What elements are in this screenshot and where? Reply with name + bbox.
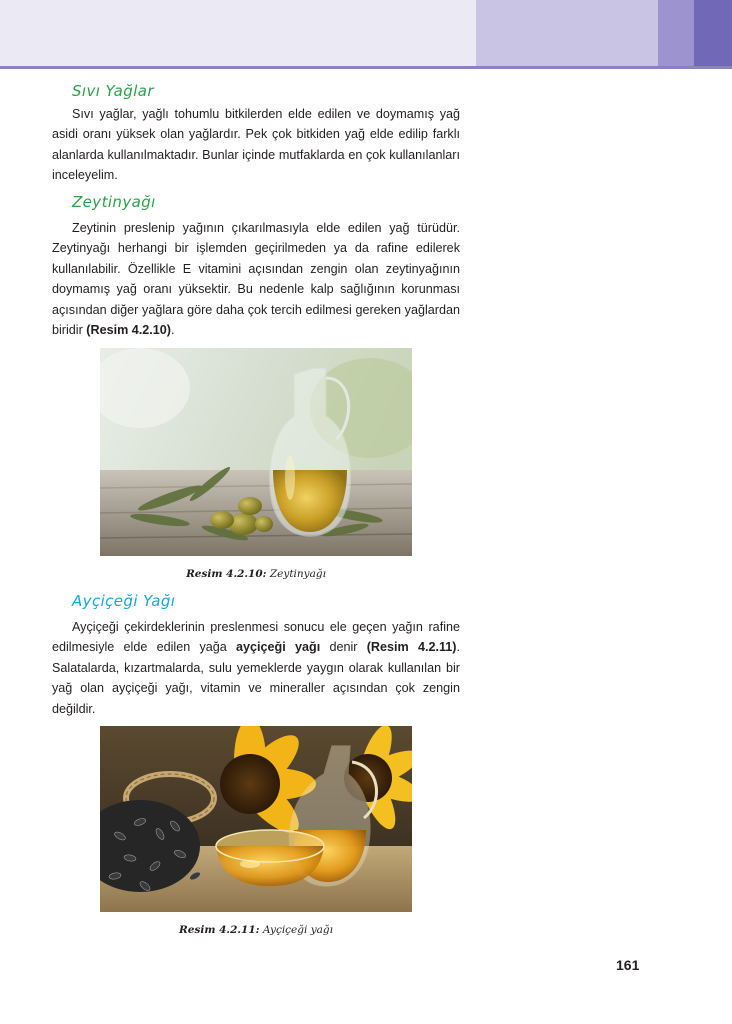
figure-reference-4-2-11: (Resim 4.2.11) <box>366 640 457 655</box>
paragraph-sivi-yaglar: Sıvı yağlar, yağlı tohumlu bitkilerden elde edilen ve doymamış yağ asidi oranı yüksek olan yağlardır. Pek çok bitkiden yağ elde edilip farklı alanlarda kullanılmaktadır. Bunlar içinde mutfaklarda en çok kullanılanları inceleyelim. <box>52 107 460 183</box>
caption-sunflower-oil-label: Resim 4.2.11: <box>179 924 260 936</box>
paragraph-aycicegi-text-3: . Salatalarda, kızartmalarda, sulu yemeklerde yaygın olarak kullanılan bir yağ olan ayçiçeği yağı, vitamin ve mineraller açısından çok zengin değildir. <box>52 640 460 716</box>
header-block-light <box>476 0 658 66</box>
page-number: 161 <box>616 957 640 973</box>
heading-zeytinyagi: Zeytinyağı <box>72 193 156 211</box>
heading-sivi-yaglar: Sıvı Yağlar <box>72 82 154 100</box>
header-rule <box>0 66 732 69</box>
heading-aycicegi-yagi: Ayçiçeği Yağı <box>72 592 176 610</box>
caption-olive-oil <box>56 568 456 580</box>
caption-sunflower-oil <box>56 924 456 936</box>
paragraph-aycicegi-text-2: denir <box>320 640 367 655</box>
header-block-mid <box>658 0 694 66</box>
term-aycicegi-yagi: ayçiçeği yağı <box>236 640 321 655</box>
paragraph-zeytinyagi-end: . <box>171 323 175 338</box>
paragraph-zeytinyagi-text: Zeytinin preslenip yağının çıkarılmasıyla elde edilen yağ türüdür. Zeytinyağı herhangi bir işlemden geçirilmeden ya da rafine edilerek kullanılabilir. Özellikle E vitamini açısından zengin olan zeytinyağının doymamış yağ oranı yüksektir. Bu nedenle kalp sağlığının korunması açısından diğer yağlara göre daha çok tercih edilmesi gereken yağlardan biridir <box>52 221 460 338</box>
figure-reference-4-2-10: (Resim 4.2.10) <box>86 323 171 338</box>
header-block-dark <box>694 0 732 66</box>
paragraph-aycicegi-yagi <box>52 617 460 719</box>
paragraph-zeytinyagi <box>52 218 460 340</box>
caption-olive-oil-title: Zeytinyağı <box>266 568 326 580</box>
caption-sunflower-oil-title: Ayçiçeği yağı <box>259 924 333 936</box>
caption-olive-oil-label: Resim 4.2.10: <box>186 568 267 580</box>
sunflower-oil-photo <box>100 726 412 912</box>
paragraph-aycicegi-text-1: Ayçiçeği çekirdeklerinin preslenmesi sonucu ele geçen yağın rafine edilmesiyle elde edilen yağa <box>52 620 460 655</box>
olive-oil-photo <box>100 348 412 556</box>
